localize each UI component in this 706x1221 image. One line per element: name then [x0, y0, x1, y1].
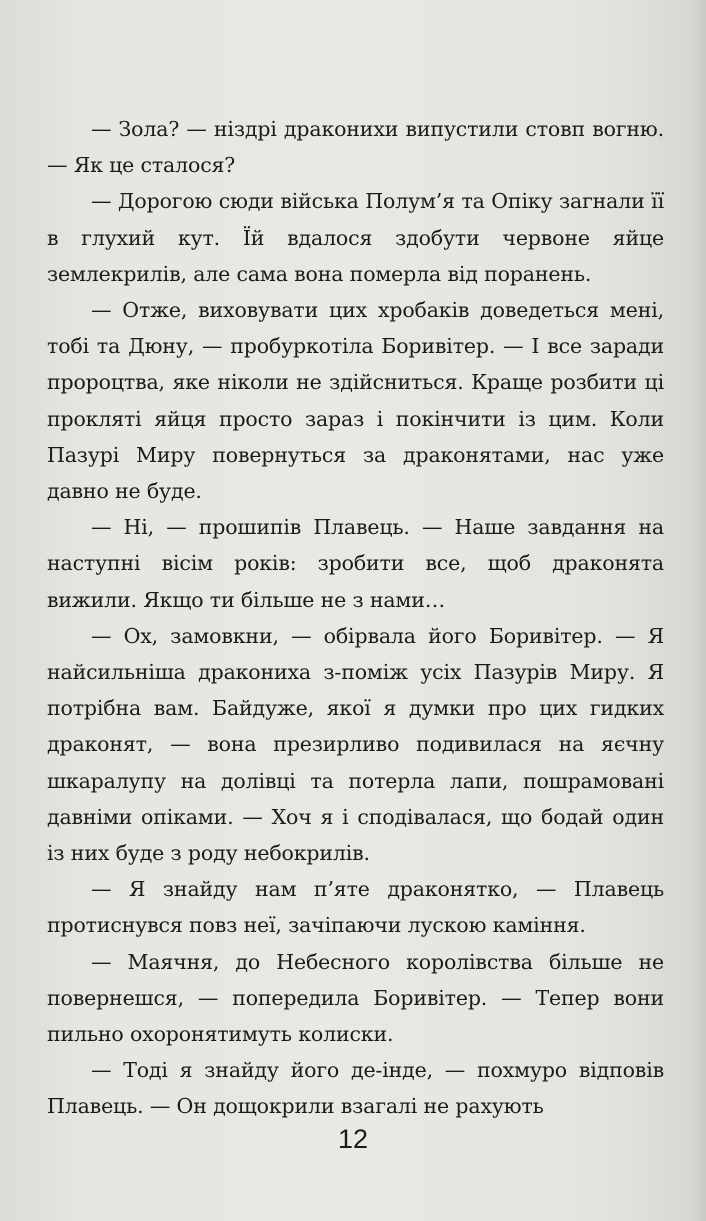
paragraph: — Маячня, до Небесного королівства більше не повернешся, — попередила Боривітер. — Тепер вони пильно охоронятимуть колиски. [47, 949, 664, 1047]
page-text [47, 111, 664, 1125]
page-number: 12 [337, 1124, 369, 1154]
paragraph: — Я знайду нам п’яте драконятко, — Плавець протиснувся повз неї, зачіпаючи лускою каміння. [47, 877, 664, 938]
paragraph: — Дорогою сюди війська Полум’я та Опіку загнали її в глухий кут. Їй вдалося здобути червоне яйце землекрилів, але сама вона померла від поранень. [47, 189, 664, 286]
paragraph: — Ні, — прошипів Плавець. — Наше завдання на наступні вісім років: зробити все, щоб драконята вижили. Якщо ти більше не з нами… [47, 515, 664, 612]
paragraph: — Зола? — ніздрі драконихи випустили стовп вогню. — Як це сталося? [47, 117, 664, 178]
paragraph: — Отже, виховувати цих хробаків доведеться мені, тобі та Дюну, — пробуркотіла Боривітер. — І все заради пророцтва, яке ніколи не здійсниться. Краще розбити ці прокляті яйця просто зараз і покінчити із цим. Коли Пазурі Миру повернуться за драконятами, нас уже давно не буде. [47, 298, 664, 504]
paragraph: — Ох, замовкни, — обірвала його Боривітер. — Я найсильніша дракониха з-поміж усіх Пазурів Миру. Я потрібна вам. Байдуже, якої я думки про цих гидких драконят, — вона презирливо подивилася на яєчну шкаралупу на долівці та потерла лапи, пошрамовані давніми опіками. — Хоч я і сподівалася, що бодай один із них буде з роду небокрилів. [47, 623, 664, 866]
paragraph: — Тоді я знайду його де-інде, — похмуро відповів Плавець. — Он дощокрили взагалі не рахують [47, 1058, 664, 1119]
